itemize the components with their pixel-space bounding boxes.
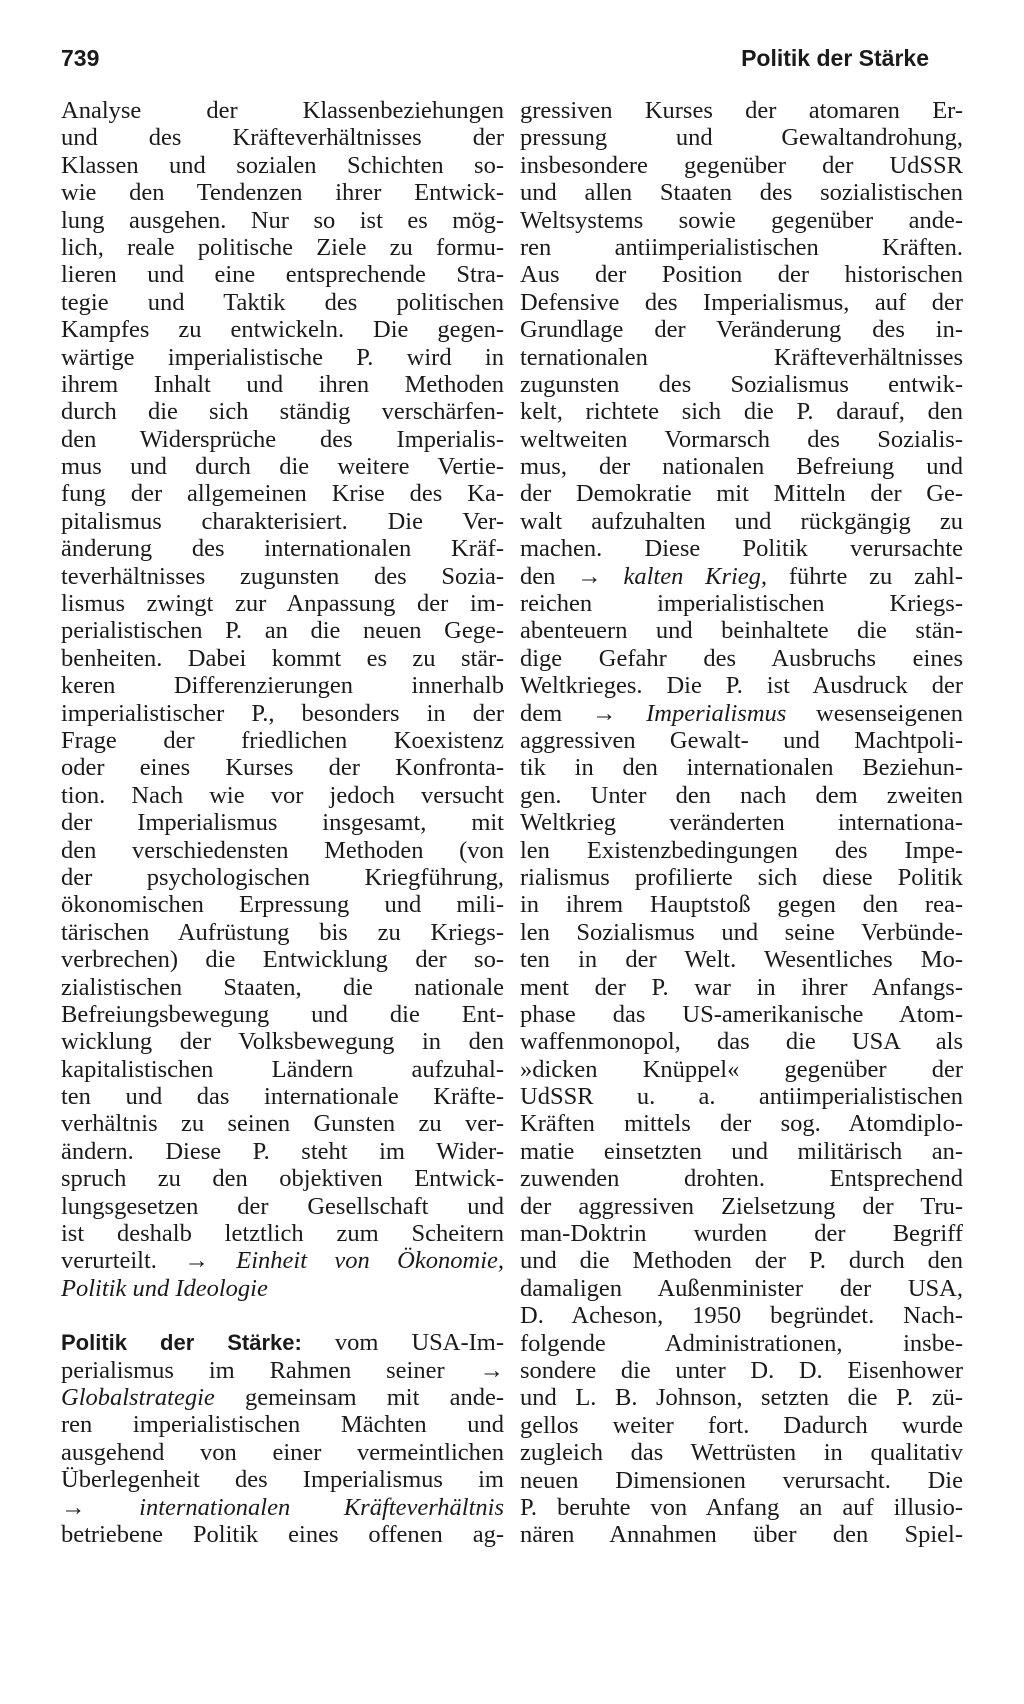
- text-line: [61, 1494, 504, 1521]
- text-line: den verschiedensten Methoden (von: [61, 836, 504, 864]
- text-line: ternationalen Kräfteverhältnisses: [520, 343, 963, 371]
- text-line: in ihrem Hauptstoß gegen den rea-: [520, 891, 963, 919]
- text-line: der Demokratie mit Mitteln der Ge-: [520, 480, 963, 508]
- text-line: tion. Nach wie vor jedoch versucht: [61, 781, 504, 809]
- text-line: ändern. Diese P. steht im Wider-: [61, 1137, 504, 1165]
- text-line: verbrechen) die Entwicklung der so-: [61, 946, 504, 974]
- text-line: durch die sich ständig verschärfen-: [61, 398, 504, 426]
- text-line: lung ausgehen. Nur so ist es mög-: [61, 206, 504, 234]
- text-line: Weltkrieges. Die P. ist Ausdruck der: [520, 672, 963, 700]
- text-line: den Widersprüche des Imperialis-: [61, 425, 504, 453]
- cross-reference: Politik und Ideologie: [61, 1274, 268, 1302]
- text-line: ment der P. war in ihrer Anfangs-: [520, 973, 963, 1001]
- text-line: weltweiten Vormarsch des Sozialis-: [520, 425, 963, 453]
- text-line: wicklung der Volksbewegung in den: [61, 1028, 504, 1056]
- text-line: Kräften mittels der sog. Atomdiplo-: [520, 1110, 963, 1138]
- text-line: spruch zu den objektiven Entwick-: [61, 1165, 504, 1193]
- text-line: lungsgesetzen der Gesellschaft und: [61, 1192, 504, 1220]
- text-line: Analyse der Klassenbeziehungen: [61, 97, 504, 124]
- text-line: der psychologischen Kriegführung,: [61, 863, 504, 891]
- cross-reference: Globalstrategie: [61, 1383, 215, 1411]
- text-line: tärischen Aufrüstung bis zu Kriegs-: [61, 918, 504, 946]
- cross-reference: internationalen Kräfteverhältnis: [139, 1493, 504, 1521]
- cross-reference: kalten Krieg,: [623, 562, 768, 590]
- text-line: kapitalistischen Ländern aufzuhal-: [61, 1055, 504, 1083]
- text-line: abenteuern und beinhaltete die stän-: [520, 617, 963, 645]
- text-line: zialistischen Staaten, die nationale: [61, 973, 504, 1001]
- text-line: neuen Dimensionen verursacht. Die: [520, 1466, 963, 1494]
- cross-ref-arrow: →: [61, 1493, 140, 1521]
- text-line: ten in der Welt. Wesentliches Mo-: [520, 946, 963, 974]
- text-line: teverhältnisses zugunsten des Sozia-: [61, 562, 504, 590]
- text-line: [520, 700, 963, 727]
- text-line: walt aufzuhalten und rückgängig zu: [520, 507, 963, 535]
- text-line: ausgehend von einer vermeintlichen: [61, 1438, 504, 1466]
- text-line: Aus der Position der historischen: [520, 261, 963, 289]
- text-line: nären Annahmen über den Spiel-: [520, 1521, 963, 1549]
- text-line: sondere die unter D. D. Eisenhower: [520, 1356, 963, 1384]
- text-line: Befreiungsbewegung und die Ent-: [61, 1000, 504, 1028]
- text-line: ökonomischen Erpressung und mili-: [61, 891, 504, 919]
- right-column-text-c: [520, 727, 963, 1549]
- text-line: [61, 1275, 504, 1302]
- text-line: Klassen und sozialen Schichten so-: [61, 151, 504, 179]
- text-line: P. beruhte von Anfang an auf illusio-: [520, 1493, 963, 1521]
- right-column-text-a: [520, 97, 963, 563]
- text-line: D. Acheson, 1950 begründet. Nach-: [520, 1302, 963, 1330]
- text-line: perialismus im Rahmen seiner →: [61, 1356, 504, 1384]
- text-line: und des Kräfteverhältnisses der: [61, 124, 504, 152]
- text-line: damaligen Außenminister der USA,: [520, 1274, 963, 1302]
- text-line: zugleich das Wettrüsten in qualitativ: [520, 1439, 963, 1467]
- left-column-text: [61, 97, 504, 1247]
- text-line: rialismus profilierte sich diese Politik: [520, 863, 963, 891]
- running-title: Politik der Stärke: [741, 45, 929, 71]
- text-line: kelt, richtete sich die P. darauf, den: [520, 398, 963, 426]
- text-line: Frage der friedlichen Koexistenz: [61, 726, 504, 754]
- text-line: betriebene Politik eines offenen ag-: [61, 1520, 504, 1548]
- text-line: wie den Tendenzen ihrer Entwick-: [61, 179, 504, 207]
- text-line: ren imperialistischen Mächten und: [61, 1411, 504, 1439]
- text-line: und L. B. Johnson, setzten die P. zü-: [520, 1384, 963, 1412]
- cross-ref-arrow: dem →: [520, 699, 647, 727]
- text-line: Weltsystems sowie gegenüber ande-: [520, 206, 963, 234]
- text-line: tegie und Taktik des politischen: [61, 288, 504, 316]
- cross-ref-arrow: verurteilt. →: [61, 1247, 237, 1275]
- text-line: gen. Unter den nach dem zweiten: [520, 781, 963, 809]
- text-line: len Sozialismus und seine Verbünde-: [520, 918, 963, 946]
- text-line: und die Methoden der P. durch den: [520, 1247, 963, 1275]
- text-line: len Existenzbedingungen des Impe-: [520, 836, 963, 864]
- entry-headline: [61, 1329, 504, 1356]
- text-line: »dicken Knüppel« gegenüber der: [520, 1055, 963, 1083]
- entry-text: vom USA-Im-: [301, 1329, 504, 1357]
- text-line: lismus zwingt zur Anpassung der im-: [61, 590, 504, 618]
- text-line: mus, der nationalen Befreiung und: [520, 453, 963, 481]
- entry-separator: [61, 1302, 504, 1329]
- cross-reference: Einheit von Ökonomie,: [236, 1247, 504, 1275]
- text-line: oder eines Kurses der Konfronta-: [61, 754, 504, 782]
- right-column: [520, 97, 963, 1549]
- text-line: Weltkrieg veränderten internationa-: [520, 809, 963, 837]
- text-line: der Imperialismus insgesamt, mit: [61, 809, 504, 837]
- text-line: folgende Administrationen, insbe-: [520, 1329, 963, 1357]
- text-line: der aggressiven Zielsetzung der Tru-: [520, 1192, 963, 1220]
- text-line: wärtige imperialistische P. wird in: [61, 343, 504, 371]
- entry-headword: Politik der Stärke:: [61, 1330, 302, 1356]
- text-line: UdSSR u. a. antiimperialistischen: [520, 1083, 963, 1111]
- text-line: reichen imperialistischen Kriegs-: [520, 590, 963, 618]
- left-column: [61, 97, 504, 1548]
- text-line: und allen Staaten des sozialistischen: [520, 179, 963, 207]
- right-column-text-b: [520, 590, 963, 700]
- text-line: dige Gefahr des Ausbruchs eines: [520, 644, 963, 672]
- text-line: pressung und Gewaltandrohung,: [520, 124, 963, 152]
- text-line: gressiven Kurses der atomaren Er-: [520, 97, 963, 124]
- text-line: [61, 1247, 504, 1274]
- text-line: machen. Diese Politik verursachte: [520, 535, 963, 563]
- cross-ref-arrow: den →: [520, 562, 624, 590]
- text-line: perialistischen P. an die neuen Gege-: [61, 617, 504, 645]
- text-line: Überlegenheit des Imperialismus im: [61, 1466, 504, 1494]
- text-line: ten und das internationale Kräfte-: [61, 1083, 504, 1111]
- text-line: [61, 1384, 504, 1411]
- text-line: benheiten. Dabei kommt es zu stär-: [61, 644, 504, 672]
- text-line: imperialistischer P., besonders in der: [61, 699, 504, 727]
- entry-text: führte zu zahl-: [767, 562, 964, 590]
- text-line: pitalismus charakterisiert. Die Ver-: [61, 507, 504, 535]
- page-number: 739: [61, 45, 100, 71]
- text-line: mus und durch die weitere Vertie-: [61, 453, 504, 481]
- text-line: fung der allgemeinen Krise des Ka-: [61, 480, 504, 508]
- text-line: tik in den internationalen Beziehun-: [520, 754, 963, 782]
- text-line: keren Differenzierungen innerhalb: [61, 672, 504, 700]
- text-line: Defensive des Imperialismus, auf der: [520, 288, 963, 316]
- text-line: zuwenden drohten. Entsprechend: [520, 1165, 963, 1193]
- entry-text: wesenseigenen: [786, 699, 963, 727]
- text-line: Grundlage der Veränderung des in-: [520, 316, 963, 344]
- text-line: gellos weiter fort. Dadurch wurde: [520, 1411, 963, 1439]
- text-line: Kampfes zu entwickeln. Die gegen-: [61, 316, 504, 344]
- text-line: [520, 563, 963, 590]
- text-line: phase das US-amerikanische Atom-: [520, 1000, 963, 1028]
- text-line: änderung des internationalen Kräf-: [61, 535, 504, 563]
- text-line: verhältnis zu seinen Gunsten zu ver-: [61, 1110, 504, 1138]
- text-line: ren antiimperialistischen Kräften.: [520, 233, 963, 261]
- entry-text: gemeinsam mit ande-: [214, 1383, 504, 1411]
- text-line: matie einsetzten und militärisch an-: [520, 1137, 963, 1165]
- cross-reference: Imperialismus: [646, 699, 787, 727]
- text-line: man-Doktrin wurden der Begriff: [520, 1220, 963, 1248]
- text-line: ihrem Inhalt und ihren Methoden: [61, 370, 504, 398]
- text-line: aggressiven Gewalt- und Machtpoli-: [520, 726, 963, 754]
- text-line: lieren und eine entsprechende Stra-: [61, 261, 504, 289]
- text-line: zugunsten des Sozialismus entwik-: [520, 370, 963, 398]
- text-line: ist deshalb letztlich zum Scheitern: [61, 1220, 504, 1248]
- text-line: insbesondere gegenüber der UdSSR: [520, 151, 963, 179]
- text-line: waffenmonopol, das die USA als: [520, 1028, 963, 1056]
- text-line: lich, reale politische Ziele zu formu-: [61, 233, 504, 261]
